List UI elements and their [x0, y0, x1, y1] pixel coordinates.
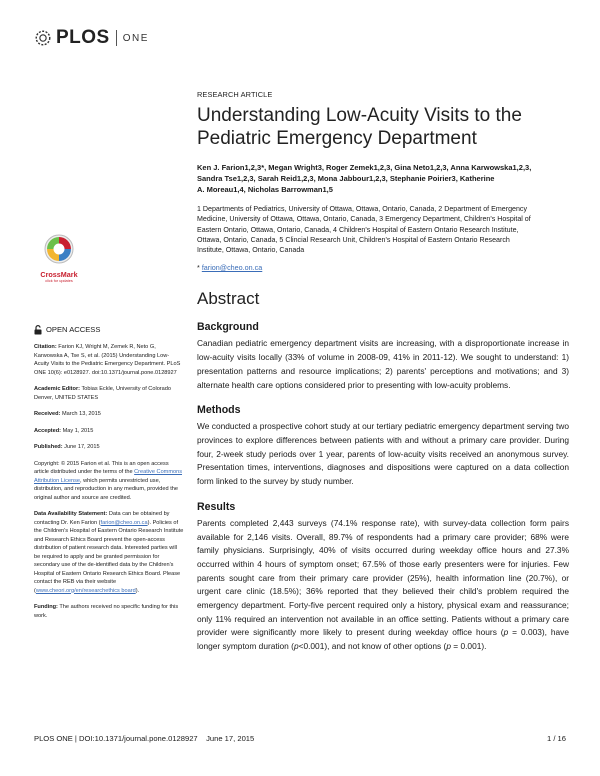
authors-line-1: Ken J. Farion1,2,3*, Megan Wright3, Roger Zemek1,2,3, Gina Neto1,2,3, Anna Karwowska1,2,3, [197, 163, 532, 172]
methods-heading: Methods [197, 404, 241, 417]
published-label: Published: [34, 444, 63, 450]
article-type: RESEARCH ARTICLE [197, 90, 273, 99]
affil-line-2: Medicine, University of Ottawa, Ottawa, Ontario, Canada, 3 Emergency Department, Children's Hospital of [197, 215, 531, 224]
citation-text: Farion KJ, Wright M, Zemek R, Neto G, Karwowska A, Tse S, et al. (2015) Understanding Low-Acuity Visits to the Pediatric Emergency Department. PLoS ONE 10(6): e0128927. doi:10.1371/journal.pone.0128927 [34, 344, 181, 376]
accepted-label: Accepted: [34, 427, 62, 434]
methods-text: We conducted a prospective cohort study at our tertiary pediatric emergency department serving two provinces to explore differences between patients with and without a primary care provider. During four, 2-week study periods over 1 year, parents of low-acuity visits received an anonymous survey. Presentation times, interventions, diagnoses and dispositions were captured on a data collection form linked to the survey by study number. [197, 421, 569, 487]
footer-citation: PLOS ONE | DOI:10.1371/journal.pone.0128927 June 17, 2015 [34, 734, 255, 743]
data-availability-label: Data Availability Statement: [34, 511, 108, 517]
main-column [197, 90, 569, 654]
article-title [197, 104, 569, 150]
plos-one-logo[interactable] [34, 27, 149, 49]
p-value-3: p [446, 641, 451, 652]
copyright-text-1: Copyright: © 2015 Farion et al. This is an open access article distributed under the terms of the [34, 460, 169, 475]
background-heading: Background [197, 321, 259, 334]
accepted-date: May 1, 2015 [62, 427, 94, 434]
corresponding-email [197, 263, 569, 272]
results-text [197, 517, 569, 654]
received-label: Received: [34, 411, 61, 417]
article-info-sidebar [34, 325, 184, 628]
received-date: March 13, 2015 [62, 411, 101, 417]
results-part-4: = 0.001). [450, 641, 487, 652]
copyright-text-2: , which permits unrestricted use, distribution, and reproduction in any medium, provided the original author and source are credited. [34, 477, 178, 501]
editor-block [34, 385, 184, 402]
data-text-3: ). [135, 587, 140, 594]
data-availability-block [34, 510, 184, 595]
page-number: 1 / 16 [547, 734, 566, 743]
background-text: Canadian pediatric emergency department visits are increasing, with a disproportionate increase in low-acuity visits locally (33% of volume in 2008-09, 41% in 2011-12). We sought to understand: 1) presentation patterns and resource implications; 2) parents' perceptions and motivations; and 3) alternate health care options considered prior to presenting with low-acuity problems. [197, 338, 569, 390]
published-date: June 17, 2015 [64, 444, 100, 450]
logo-divider [116, 30, 117, 46]
published-block [34, 443, 184, 452]
copyright-block [34, 460, 184, 503]
open-lock-icon [34, 325, 42, 335]
authors-line-2: Sandra Tse1,2,3, Sarah Reid1,2,3, Mona Jabbour1,2,3, Stephanie Poirier3, Katherine [197, 174, 495, 183]
plos-ring-icon [34, 29, 52, 47]
data-text-1: Data can be obtained by contacting Dr. Ken Farion ( [34, 511, 170, 526]
affil-line-5: Institute, Ottawa, Ontario, Canada [197, 246, 305, 255]
reb-website-link[interactable]: www.cheori.org/en/researchethics board [35, 587, 136, 594]
page-footer [34, 734, 566, 743]
logo-plos-text: PLOS [56, 27, 110, 48]
data-email-link[interactable]: farion@cheo.on.ca [100, 519, 148, 526]
p-value-2: p [293, 641, 299, 652]
authors-line-3: A. Moreau1,4, Nicholas Barrowman1,5 [197, 185, 333, 194]
crossmark-badge[interactable] [36, 234, 82, 283]
results-part-1: Parents completed 2,443 surveys (74.1% response rate), with survey-data collection form pairs available for 2,146 visits. Overall, 89.7% of respondents had a primary care provider; 68% were family physicians. Surprisingly, 40% of visits occurred during weekday office hours and 27.3% occurred within 4 hours of symptom onset; 67.5% of those early presenters were for injuries. Few parents sought care from their primary care provider (25%), health information line (20.7%), or urgent care clinic (18.5%); 36% reported that they believed their child's problem required the emergency department. Forty-five percent required only a history, physical exam and reassurance; only 11% required an intervention not available in an office setting. Patients without a primary care provider were significantly more likely to present during weekday office hours ( [197, 517, 569, 638]
email-asterisk: * [197, 263, 200, 273]
email-link[interactable]: farion@cheo.on.ca [201, 263, 263, 273]
affiliations [197, 204, 569, 255]
results-heading: Results [197, 500, 236, 513]
crossmark-subtext: click for updates [45, 279, 73, 283]
open-access-badge [34, 325, 184, 335]
crossmark-name: CrossMark [40, 270, 78, 279]
license-link[interactable]: Creative Commons Attribution License [34, 469, 183, 484]
title-line-1: Understanding Low-Acuity Visits to the [197, 105, 522, 126]
funding-label: Funding: [34, 604, 58, 610]
results-part-3: <0.001), and not know of other options ( [298, 641, 447, 652]
crossmark-icon [44, 234, 74, 264]
p-value-1: p [503, 627, 509, 638]
funding-text: The authors received no specific funding for this work. [34, 604, 179, 619]
editor-label: Academic Editor: [34, 386, 81, 392]
citation-label: Citation: [34, 344, 57, 350]
logo-journal-text: ONE [122, 32, 149, 44]
funding-block [34, 603, 184, 620]
data-text-2: ). Policies of the Children's Hospital of Eastern Ontario Research Institute and Research Ethics Board prevent the open-access distribution of patient research data. Interested parties will be required to apply and be granted permission for secondary use of the de-identified data by the Children's Hospital of Eastern Ontario Research Ethics Board. Please contact the REB via their website ( [34, 519, 184, 594]
accepted-block [34, 427, 184, 436]
results-part-2: = 0.003), have longer symptom duration ( [197, 627, 569, 652]
open-access-label: OPEN ACCESS [46, 324, 101, 334]
affil-line-3: Eastern Ontario, Ottawa, Ontario, Canada, 4 Children's Hospital of Eastern Ontario Research Institute, [197, 225, 519, 234]
affil-line-1: 1 Departments of Pediatrics, University of Ottawa, Ottawa, Ontario, Canada, 2 Department of Emergency [197, 205, 528, 213]
abstract-heading: Abstract [197, 289, 260, 309]
author-list [197, 162, 569, 195]
title-line-2: Pediatric Emergency Department [197, 128, 477, 149]
citation-block [34, 343, 184, 377]
received-block [34, 410, 184, 419]
editor-text: Tobias Eckle, University of Colorado Denver, UNITED STATES [34, 386, 172, 401]
affil-line-4: Ottawa, Ontario, Canada, 5 Clincial Research Unit, Children's Hospital of Eastern Ontario Research [197, 235, 510, 244]
